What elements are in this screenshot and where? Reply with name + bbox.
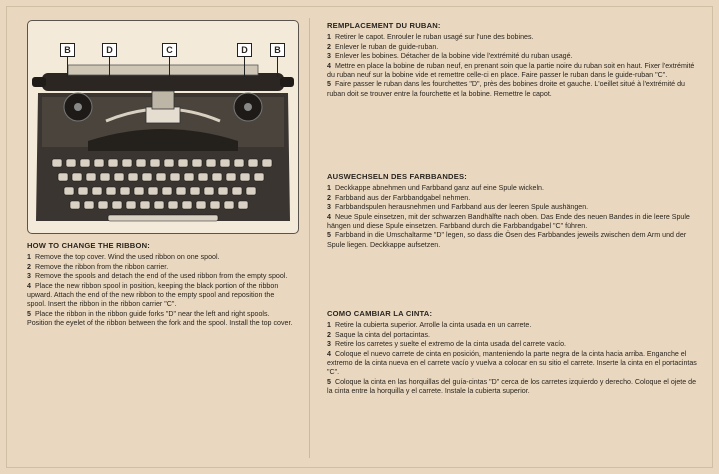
section-spanish — [327, 309, 699, 397]
step-text: Mettre en place la bobine de ruban neuf, en prenant soin que la partie noire du ruban soit en haut. Fixer l'extrémité du ruban neuf sur la bobine vide et remettre celle-ci en place. Faire passer le ruban dans le guide-ruban "C". — [327, 61, 695, 80]
step-text: Deckkappe abnehmen und Farbband ganz auf eine Spule wickeln. — [334, 184, 544, 193]
callout-label-d-left: D — [102, 43, 117, 57]
callout-label-d-right: D — [237, 43, 252, 57]
step-number: 5 — [327, 377, 331, 386]
step-item — [327, 194, 699, 203]
callout-line — [277, 55, 278, 77]
step-item — [27, 310, 295, 329]
step-item — [27, 282, 295, 310]
step-number: 1 — [27, 253, 31, 262]
step-number: 5 — [327, 80, 331, 89]
section-french — [327, 21, 699, 99]
section-english — [27, 241, 295, 329]
section-title: REMPLACEMENT DU RUBAN: — [327, 21, 441, 30]
callout-line — [169, 55, 170, 77]
step-item — [327, 321, 699, 330]
step-text: Enlever le ruban de guide-ruban. — [334, 42, 439, 51]
step-number: 4 — [327, 349, 331, 358]
step-text: Retire la cubierta superior. Arrolle la cinta usada en un carrete. — [334, 321, 532, 330]
section-title: COMO CAMBIAR LA CINTA: — [327, 309, 433, 318]
step-item — [327, 52, 699, 61]
step-text: Neue Spule einsetzen, mit der schwarzen Bandhälfte nach oben. Das Ende des neuen Bandes in die leere Spule hängen und diese Spule einsetzen. Farbband durch die Farbbandgabel "C" führen. — [327, 212, 690, 231]
step-text: Enlever les bobines. Détacher de la bobine vide l'extrémité du ruban usagé. — [334, 52, 573, 61]
step-number: 3 — [327, 203, 331, 212]
step-text: Coloque el nuevo carrete de cinta en posición, manteniendo la parte negra de la cinta hacia arriba. Enganche el extremo de la cinta nueva en el carrete vacío y vuelva a colocar en su sitio el carrete. Inserte la cinta en el portacintas "C". — [327, 349, 697, 377]
step-text: Retire los carretes y suelte el extremo de la cinta usada del carrete vacío. — [334, 340, 567, 349]
step-number: 4 — [327, 212, 331, 221]
step-text: Place the new ribbon spool in position, keeping the black portion of the ribbon upward. Attach the end of the new ribbon to the empty spool and reposition the spool. Insert the ribbon in the ribbon carrier "C". — [27, 281, 279, 309]
callout-label-b-left: B — [60, 43, 75, 57]
step-text: Saque la cinta del portacintas. — [334, 330, 430, 339]
step-item — [327, 62, 699, 81]
step-number: 4 — [27, 281, 31, 290]
step-item — [27, 272, 295, 281]
callout-line — [244, 55, 245, 77]
callout-line — [109, 55, 110, 77]
step-item — [327, 43, 699, 52]
step-item — [327, 331, 699, 340]
step-number: 1 — [327, 33, 331, 42]
step-number: 4 — [327, 61, 331, 70]
step-text: Place the ribbon in the ribbon guide forks "D" near the left and right spools. Position the eyelet of the ribbon between the fork and the spool. Install the top cover. — [27, 309, 293, 328]
step-number: 5 — [327, 231, 331, 240]
step-number: 3 — [327, 340, 331, 349]
callout-label-c: C — [162, 43, 177, 57]
step-number: 2 — [327, 330, 331, 339]
step-item — [327, 378, 699, 397]
step-text: Farbbandspulen herausnehmen und Farbband aus der leeren Spule aushängen. — [334, 203, 589, 212]
step-text: Remove the top cover. Wind the used ribbon on one spool. — [34, 253, 220, 262]
step-item — [27, 263, 295, 272]
step-text: Coloque la cinta en las horquillas del guía-cintas "D" cerca de los carretes izquierdo y derecho. Coloque el ojete de la cinta entre la horquilla y el carrete. Instale la cubierta superior. — [327, 377, 697, 396]
step-text: Farbband aus der Farbbandgabel nehmen. — [334, 193, 471, 202]
callout-line — [67, 55, 68, 77]
step-text: Farbband in die Umschaltarme "D" legen, so dass die Ösen des Farbbandes jeweils zwischen dem Arm und der Spule liegen. Deckkappe aufsetzen. — [327, 231, 687, 249]
step-number: 2 — [327, 193, 331, 202]
typewriter-illustration — [27, 20, 299, 234]
step-number: 5 — [27, 309, 31, 318]
section-german — [327, 172, 699, 250]
step-item — [327, 231, 699, 250]
step-number: 3 — [27, 272, 31, 281]
section-title: AUSWECHSELN DES FARBBANDES: — [327, 172, 467, 181]
step-item — [327, 33, 699, 42]
step-number: 3 — [327, 52, 331, 61]
step-item — [327, 203, 699, 212]
callout-label-b-right: B — [270, 43, 285, 57]
column-divider — [309, 18, 310, 458]
step-number: 1 — [327, 184, 331, 193]
step-text: Retirer le capot. Enrouler le ruban usagé sur l'une des bobines. — [334, 33, 534, 42]
section-title: HOW TO CHANGE THE RIBBON: — [27, 241, 150, 250]
step-item — [327, 80, 699, 99]
step-number: 2 — [327, 42, 331, 51]
step-item — [327, 213, 699, 232]
step-text: Faire passer le ruban dans les fourchettes "D", près des bobines droite et gauche. L'oeillet situé à l'extrémité du ruban doit se trouver entre la fourchette et la bobine. Remettre le capot. — [327, 80, 685, 98]
step-item — [327, 184, 699, 193]
step-number: 2 — [27, 262, 31, 271]
step-text: Remove the spools and detach the end of the used ribbon from the empty spool. — [34, 272, 288, 281]
step-number: 1 — [327, 321, 331, 330]
step-item — [27, 253, 295, 262]
step-text: Remove the ribbon from the ribbon carrier. — [34, 262, 169, 271]
step-item — [327, 340, 699, 349]
step-item — [327, 350, 699, 378]
